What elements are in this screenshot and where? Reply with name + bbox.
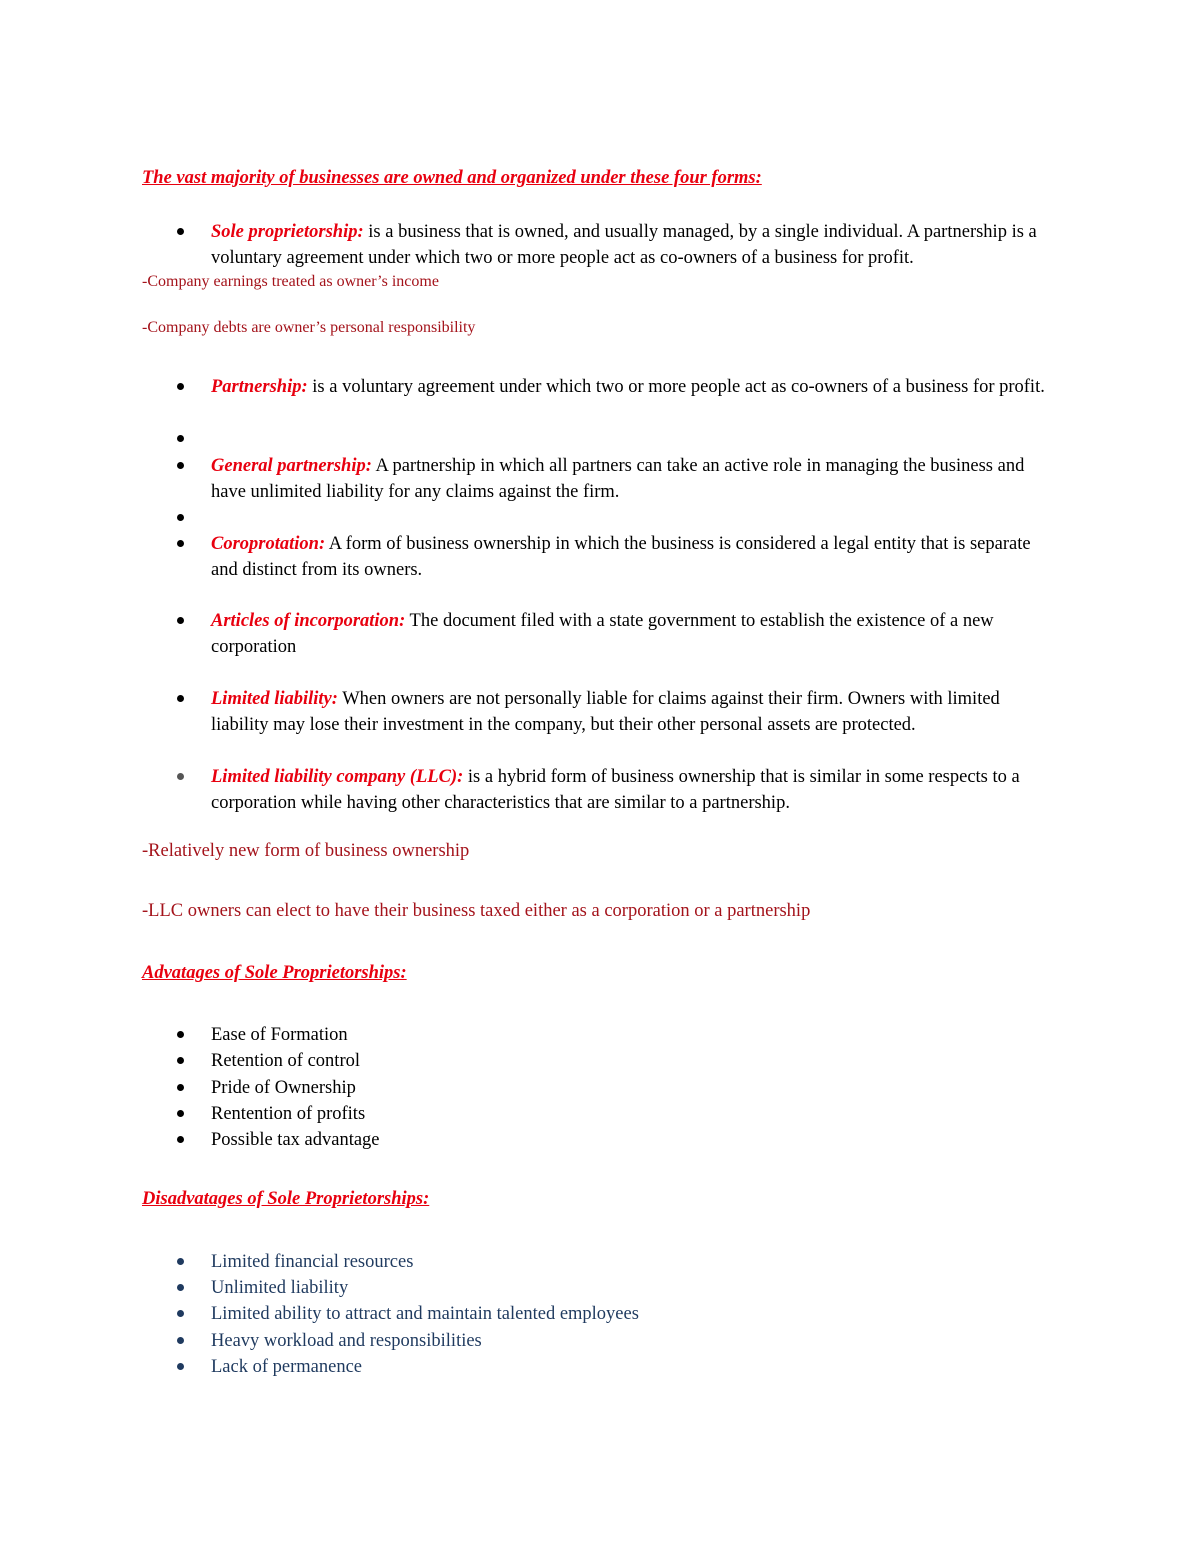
bullet-icon: [177, 1136, 184, 1143]
heading-advantages: Advatages of Sole Proprietorships:: [142, 963, 407, 983]
list-item-text: Possible tax advantage: [211, 1130, 380, 1150]
term-label: Limited liability company (LLC):: [211, 767, 464, 787]
bullet-icon: [177, 773, 184, 780]
bullet-icon: [177, 1284, 184, 1291]
term-label: Coroprotation:: [211, 534, 326, 554]
bullet-icon: [177, 1337, 184, 1344]
list-item: [0, 1354, 1200, 1380]
bullet-icon: [177, 1057, 184, 1064]
bullet-icon: [177, 514, 184, 521]
list-item-text: [211, 686, 1061, 738]
list-item: [0, 1328, 1200, 1354]
term-definition: is a hybrid form of business ownership that is similar in some respects to a corporation while having other characteristics that are similar to a partnership.: [211, 767, 1020, 813]
bullet-icon: [177, 617, 184, 624]
term-label: Limited liability:: [211, 689, 338, 709]
list-item-text: Ease of Formation: [211, 1025, 348, 1045]
note-llc-new: -Relatively new form of business ownership: [142, 841, 470, 861]
term-definition: The document filed with a state government to establish the existence of a new corporation: [211, 611, 994, 657]
note-sole-earnings: -Company earnings treated as owner’s income: [142, 273, 439, 290]
bullet-icon: [177, 462, 184, 469]
list-item: [0, 1275, 1200, 1301]
bullet-icon: [177, 695, 184, 702]
bullet-icon: [177, 228, 184, 235]
term-definition: is a voluntary agreement under which two or more people act as co-owners of a business for profit.: [307, 377, 1045, 397]
list-item-text: [211, 608, 1061, 660]
term-label: Sole proprietorship:: [211, 222, 364, 242]
list-item-text: Retention of control: [211, 1051, 360, 1071]
heading-business-forms: The vast majority of businesses are owned and organized under these four forms:: [142, 168, 762, 188]
list-item-text: Heavy workload and responsibilities: [211, 1331, 482, 1351]
list-item-text: [211, 764, 1061, 816]
heading-disadvantages: Disadvatages of Sole Proprietorships:: [142, 1189, 430, 1209]
term-definition: A partnership in which all partners can take an active role in managing the business and have unlimited liability for any claims against the firm.: [211, 456, 1025, 502]
list-item-text: Rentention of profits: [211, 1104, 366, 1124]
bullet-icon: [177, 435, 184, 442]
term-definition: When owners are not personally liable for claims against their firm. Owners with limited liability may lose their investment in the company, but their other personal assets are protected.: [211, 689, 1000, 735]
list-item: [0, 1075, 1200, 1101]
list-item-text: Limited ability to attract and maintain talented employees: [211, 1304, 639, 1324]
bullet-icon: [177, 1310, 184, 1317]
list-item-text: Limited financial resources: [211, 1252, 414, 1272]
list-item: [0, 1048, 1200, 1074]
bullet-icon: [177, 1363, 184, 1370]
list-item: [0, 1022, 1200, 1048]
list-item-text: [211, 531, 1061, 583]
term-label: Articles of incorporation:: [211, 611, 406, 631]
list-item-text: [211, 219, 1061, 271]
note-llc-tax: -LLC owners can elect to have their business taxed either as a corporation or a partnership: [142, 901, 811, 921]
term-definition: is a business that is owned, and usually managed, by a single individual. A partnership is a voluntary agreement under which two or more people act as co-owners of a business for profit.: [211, 222, 1037, 268]
list-item: [0, 1127, 1200, 1153]
list-item-text: [211, 453, 1061, 505]
bullet-icon: [177, 383, 184, 390]
bullet-icon: [177, 1084, 184, 1091]
list-item: [0, 1301, 1200, 1327]
note-sole-debts: -Company debts are owner’s personal responsibility: [142, 319, 476, 336]
term-label: Partnership:: [211, 377, 308, 397]
bullet-icon: [177, 1110, 184, 1117]
list-item-text: Unlimited liability: [211, 1278, 349, 1298]
bullet-icon: [177, 540, 184, 547]
term-definition: A form of business ownership in which the business is considered a legal entity that is separate and distinct from its owners.: [211, 534, 1031, 580]
list-item: [0, 1101, 1200, 1127]
bullet-icon: [177, 1258, 184, 1265]
list-item-text: Pride of Ownership: [211, 1078, 356, 1098]
bullet-icon: [177, 1031, 184, 1038]
term-label: General partnership:: [211, 456, 372, 476]
list-item: [0, 1249, 1200, 1275]
list-item-text: Lack of permanence: [211, 1357, 362, 1377]
list-item-text: [211, 374, 1061, 400]
